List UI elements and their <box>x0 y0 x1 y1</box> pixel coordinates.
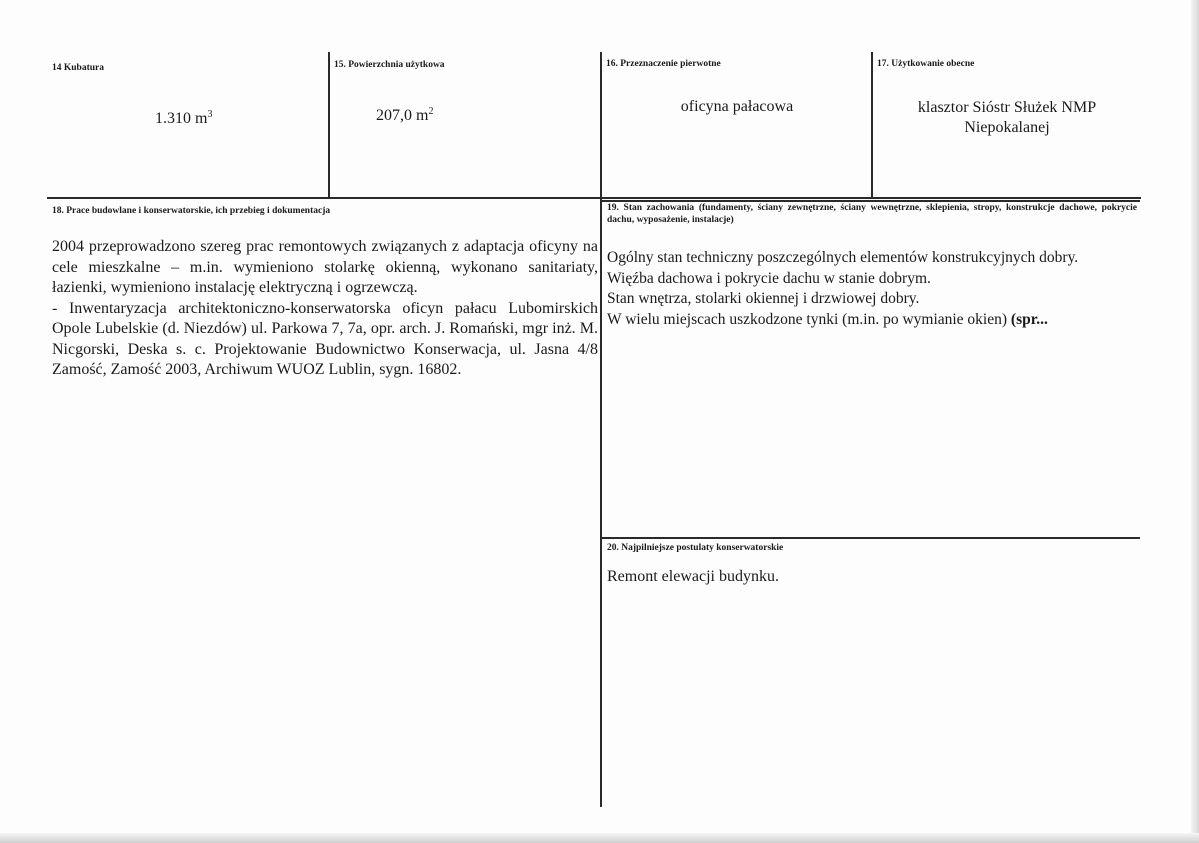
postulaty-value: Remont elewacji budynku. <box>607 568 779 585</box>
scan-edge-bottom <box>0 833 1199 843</box>
kubatura-label: 14 Kubatura <box>52 63 104 73</box>
powierzchnia-exponent: 2 <box>428 106 434 117</box>
uzytkowanie-value <box>876 98 1138 138</box>
kubatura-number: 1.310 m <box>155 110 208 127</box>
stan-line-4-text: W wielu miejscach uszkodzone tynki (m.in. po wymianie okien) <box>607 310 1008 328</box>
stan-line-3: Stan wnętrza, stolarki okiennej i drzwiowej dobry. <box>607 290 920 307</box>
vertical-divider-1 <box>328 52 330 199</box>
stan-label: 19. Stan zachowania (fundamenty, ściany zewnętrzne, ściany wewnętrzne, sklepienia, stropy, konstrukcje dachowe, pokrycie dachu, wyposażenie, instalacje) <box>607 203 1137 225</box>
powierzchnia-number: 207,0 m <box>376 107 429 124</box>
prace-label: 18. Prace budowlane i konserwatorskie, ich przebieg i dokumentacja <box>52 206 331 216</box>
horizontal-divider-top <box>47 197 1141 199</box>
stan-text <box>607 248 1141 330</box>
uzytkowanie-line1: klasztor Sióstr Służek NMP <box>917 99 1097 116</box>
przeznaczenie-label: 16. Przeznaczenie pierwotne <box>606 59 721 69</box>
scan-edge-right <box>1191 0 1199 843</box>
powierzchnia-value <box>376 106 433 126</box>
prace-text <box>52 237 598 381</box>
postulaty-label: 20. Najpilniejsze postulaty konserwatorskie <box>607 543 784 553</box>
vertical-divider-3 <box>871 52 873 199</box>
kubatura-value <box>155 109 212 129</box>
stan-line-2: Więźba dachowa i pokrycie dachu w stanie dobrym. <box>607 269 931 287</box>
stan-line-4 <box>607 310 1141 331</box>
prace-paragraph-1: 2004 przeprowadzono szereg prac remontowych związanych z adaptacja oficyny na cele mieszkalne – m.in. wymieniono stolarkę okienną, wykonano sanitariaty, łazienki, wymieniono instalację elektryczną i ogrzewczą. <box>52 238 598 296</box>
prace-paragraph-2: - Inwentaryzacja architektoniczno-konserwatorska oficyn pałacu Lubomirskich Opole Lubelskie (d. Niezdów) ul. Parkowa 7, 7a, opr. arch. J. Romański, mgr inż. M. Nicgorski, Deska s. c. Projektowanie Budownictwo Konserwacja, ul. Jasna 4/8 Zamość, Zamość 2003, Archiwum WUOZ Lublin, sygn. 16802. <box>52 299 598 378</box>
stan-line-4-continued: (spr... <box>1007 310 1048 328</box>
horizontal-divider-20 <box>602 537 1140 539</box>
stan-line-1: Ogólny stan techniczny poszczególnych elementów konstrukcyjnych dobry. <box>607 249 1079 266</box>
vertical-divider-2 <box>600 52 602 807</box>
uzytkowanie-line2: Niepokalanej <box>964 119 1050 136</box>
przeznaczenie-value: oficyna pałacowa <box>680 98 794 115</box>
kubatura-exponent: 3 <box>207 109 213 120</box>
powierzchnia-label: 15. Powierzchnia użytkowa <box>334 60 445 70</box>
uzytkowanie-label: 17. Użytkowanie obecne <box>877 59 975 69</box>
